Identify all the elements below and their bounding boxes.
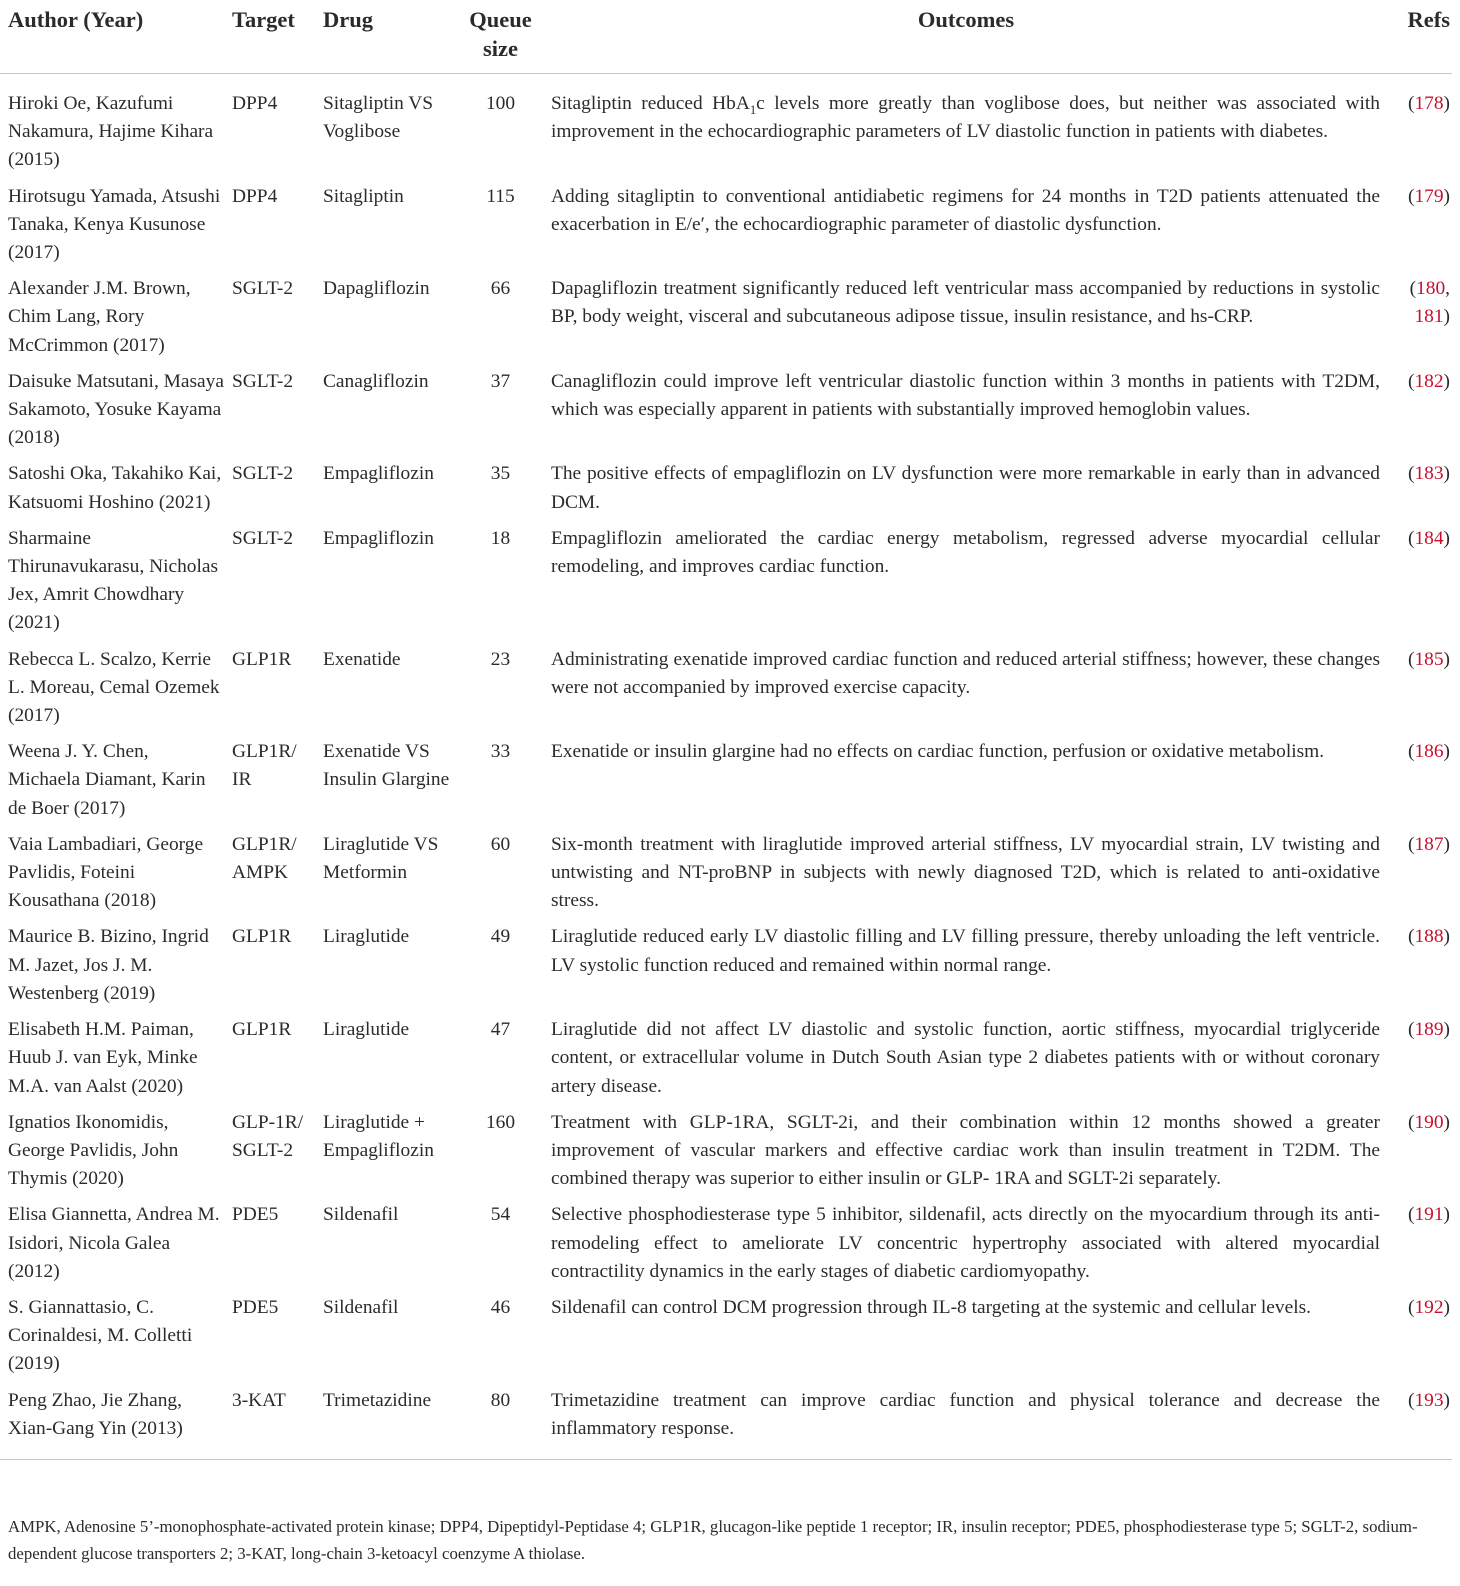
reference-link[interactable]: 192 (1414, 1296, 1444, 1318)
drug-cell: Liraglutide (323, 926, 410, 948)
ref-punct: ) (1443, 648, 1450, 670)
ref-punct: ( (1409, 278, 1417, 300)
refs-cell (1384, 831, 1452, 924)
header-queue-size (453, 0, 548, 74)
reference-link[interactable]: 191 (1414, 1204, 1444, 1226)
outcome-cell: Sildenafil can control DCM progression through IL-8 targeting at the systemic and cellular levels. (551, 1296, 1311, 1318)
queue-size-cell: 100 (485, 93, 516, 114)
ref-punct: ) (1443, 463, 1450, 485)
table-row (0, 275, 1452, 368)
refs-cell (1384, 183, 1452, 276)
drug-cell: Sitagliptin VS Voglibose (323, 93, 434, 143)
ref-punct: ( (1407, 833, 1415, 855)
reference-link[interactable]: 189 (1414, 1019, 1444, 1041)
table-row (0, 831, 1452, 924)
refs-cell (1384, 1201, 1452, 1294)
table-row (0, 1016, 1452, 1109)
target-cell: GLP1R (232, 1019, 292, 1041)
table-row (0, 460, 1452, 524)
outcome-cell: Exenatide or insulin glargine had no effects on cardiac function, perfusion or oxidative metabolism. (551, 741, 1325, 763)
author-cell: Peng Zhao, Jie Zhang, Xian-Gang Yin (2013) (8, 1389, 183, 1439)
header-refs: Refs (1384, 0, 1452, 74)
table-row (0, 74, 1452, 183)
queue-size-cell: 46 (490, 1296, 511, 1318)
ref-punct: ) (1443, 370, 1450, 392)
author-cell: Elisa Giannetta, Andrea M. Isidori, Nicola Galea (2012) (8, 1204, 220, 1282)
author-cell: Vaia Lambadiari, George Pavlidis, Foteini Kousathana (2018) (8, 833, 204, 912)
author-cell: Alexander J.M. Brown, Chim Lang, Rory McCrimmon (2017) (8, 278, 191, 356)
table-row (0, 923, 1452, 1016)
drug-cell: Exenatide VS Insulin Glargine (323, 741, 450, 791)
ref-punct: ( (1407, 370, 1415, 392)
drug-cell: Liraglutide (323, 1019, 410, 1041)
drug-cell: Empagliflozin (323, 527, 434, 549)
refs-cell (1384, 1109, 1452, 1202)
drug-cell: Empagliflozin (323, 463, 434, 485)
refs-cell (1384, 738, 1452, 831)
outcome-cell: Canagliflozin could improve left ventricular diastolic function within 3 months in patients with T2DM, which was especially apparent in patients with substantially improved hemoglobin values. (551, 370, 1380, 421)
author-cell: Sharmaine Thirunavukarasu, Nicholas Jex, Amrit Chowdhary (2021) (8, 527, 219, 634)
ref-punct: ( (1407, 93, 1415, 114)
queue-size-cell: 18 (490, 527, 511, 549)
drug-cell: Canagliflozin (323, 370, 429, 392)
outcome-cell: Six-month treatment with liraglutide improved arterial stiffness, LV myocardial strain, LV twisting and untwisting and NT-proBNP in subjects with newly diagnosed T2D, which is related to anti-oxidative stress. (551, 833, 1380, 912)
outcome-cell: Selective phosphodiesterase type 5 inhibitor, sildenafil, acts directly on the myocardium through its anti-remodeling effect to ameliorate LV concentric hypertrophy associated with altered myocardial contractility dynamics in the early stages of diabetic cardiomyopathy. (551, 1204, 1380, 1282)
ref-punct: ) (1443, 833, 1450, 855)
ref-punct: ( (1407, 527, 1415, 549)
ref-punct: ( (1407, 1019, 1415, 1041)
table-row (0, 368, 1452, 461)
table-row (0, 525, 1452, 646)
queue-size-cell: 115 (486, 185, 515, 207)
drug-cell: Liraglutide VS Metformin (323, 833, 439, 884)
ref-punct: ( (1407, 1111, 1415, 1133)
queue-size-cell: 47 (490, 1019, 511, 1041)
reference-link[interactable]: 180 (1416, 278, 1446, 300)
author-cell: Satoshi Oka, Takahiko Kai, Katsuomi Hoshino (2021) (8, 463, 222, 513)
header-target: Target (224, 0, 315, 74)
refs-cell (1384, 368, 1452, 461)
author-cell: Elisabeth H.M. Paiman, Huub J. van Eyk, Minke M.A. van Aalst (2020) (8, 1019, 198, 1097)
reference-link[interactable]: 187 (1414, 833, 1444, 855)
target-cell: PDE5 (232, 1204, 279, 1226)
outcome-cell: Treatment with GLP-1RA, SGLT-2i, and their combination within 12 months showed a greater improvement of vascular markers and effective cardiac work than insulin treatment in T2DM. The combined therapy was superior to either insulin or GLP- 1RA and SGLT-2i separately. (551, 1111, 1380, 1190)
ref-punct: ( (1407, 741, 1415, 763)
ref-punct: ) (1443, 185, 1450, 207)
target-cell: DPP4 (232, 93, 278, 114)
reference-link[interactable]: 188 (1414, 926, 1444, 948)
reference-link[interactable]: 181 (1414, 306, 1444, 328)
author-cell: Weena J. Y. Chen, Michaela Diamant, Karin de Boer (2017) (8, 741, 206, 819)
outcome-cell: Liraglutide reduced early LV diastolic filling and LV filling pressure, thereby unloading the left ventricle. LV systolic function reduced and remained within normal range. (551, 926, 1380, 976)
reference-link[interactable]: 179 (1414, 185, 1444, 207)
refs-cell (1384, 1016, 1452, 1109)
outcome-cell: Adding sitagliptin to conventional antidiabetic regimens for 24 months in T2D patients attenuated the exacerbation in E/e′, the echocardiographic parameter of diastolic dysfunction. (551, 185, 1380, 235)
target-cell: SGLT-2 (232, 463, 294, 485)
target-cell: DPP4 (232, 185, 278, 207)
outcome-text: Sitagliptin reduced HbA (551, 93, 750, 114)
drug-cell: Dapagliflozin (323, 278, 430, 300)
table-header (0, 0, 1452, 74)
ref-punct: , (1445, 278, 1450, 300)
ref-punct: ( (1407, 648, 1415, 670)
table-row (0, 1109, 1452, 1202)
outcome-cell: Liraglutide did not affect LV diastolic and systolic function, aortic stiffness, myocardial triglyceride content, or extracellular volume in Dutch South Asian type 2 diabetes patients with or without coronary artery disease. (551, 1019, 1380, 1097)
refs-cell (1384, 646, 1452, 739)
target-cell: 3-KAT (232, 1389, 286, 1411)
header-author: Author (Year) (0, 0, 224, 74)
table-row (0, 1294, 1452, 1387)
drug-cell: Sildenafil (323, 1204, 399, 1226)
ref-punct: ) (1443, 1204, 1450, 1226)
reference-link[interactable]: 183 (1414, 463, 1444, 485)
outcome-cell: Empagliflozin ameliorated the cardiac energy metabolism, regressed adverse myocardial cellular remodeling, and improves cardiac function. (551, 527, 1380, 578)
queue-size-cell: 33 (490, 741, 511, 763)
refs-cell (1384, 74, 1452, 183)
author-cell: Ignatios Ikonomidis, George Pavlidis, John Thymis (2020) (8, 1111, 179, 1190)
queue-size-cell: 37 (490, 370, 511, 392)
ref-punct: ) (1443, 926, 1450, 948)
author-cell: Daisuke Matsutani, Masaya Sakamoto, Yosuke Kayama (2018) (8, 370, 224, 449)
reference-link[interactable]: 190 (1414, 1111, 1444, 1133)
table-row (0, 1201, 1452, 1294)
queue-size-cell: 60 (490, 833, 511, 855)
reference-link[interactable]: 182 (1414, 370, 1444, 392)
author-cell: Hirotsugu Yamada, Atsushi Tanaka, Kenya Kusunose (2017) (8, 185, 221, 264)
outcome-cell: The positive effects of empagliflozin on LV dysfunction were more remarkable in early than in advanced DCM. (551, 463, 1380, 513)
ref-punct: ) (1443, 306, 1450, 328)
refs-cell (1384, 1294, 1452, 1387)
header-row (0, 0, 1452, 74)
refs-cell (1384, 923, 1452, 1016)
refs-cell (1384, 1387, 1452, 1460)
refs-cell (1384, 275, 1452, 368)
outcome-cell: Trimetazidine treatment can improve cardiac function and physical tolerance and decrease the inflammatory response. (551, 1389, 1380, 1439)
outcome-cell: Dapagliflozin treatment significantly reduced left ventricular mass accompanied by reductions in systolic BP, body weight, visceral and subcutaneous adipose tissue, insulin resistance, and hs-CRP. (551, 278, 1380, 328)
outcome-subscript: 1 (749, 102, 757, 117)
author-cell: S. Giannattasio, C. Corinaldesi, M. Colletti (2019) (8, 1296, 193, 1375)
ref-punct: ( (1407, 926, 1415, 948)
drug-cell: Liraglutide + Empagliflozin (323, 1111, 434, 1161)
ref-punct: ) (1443, 527, 1450, 549)
header-outcomes: Outcomes (548, 0, 1384, 74)
queue-size-cell: 23 (490, 648, 511, 670)
author-cell: Hiroki Oe, Kazufumi Nakamura, Hajime Kihara (2015) (8, 93, 214, 171)
drug-cell: Exenatide (323, 648, 401, 670)
target-cell: GLP-1R/ SGLT-2 (232, 1111, 304, 1161)
queue-size-cell: 80 (490, 1389, 511, 1411)
header-queue-line2: size (483, 36, 518, 61)
target-cell: GLP1R/ AMPK (232, 833, 297, 884)
drug-cell: Sildenafil (323, 1296, 399, 1318)
ref-punct: ) (1443, 93, 1450, 114)
queue-size-cell: 54 (490, 1204, 511, 1226)
table-row (0, 183, 1452, 276)
author-cell: Rebecca L. Scalzo, Kerrie L. Moreau, Cemal Ozemek (2017) (8, 648, 220, 727)
ref-punct: ( (1407, 463, 1415, 485)
author-cell: Maurice B. Bizino, Ingrid M. Jazet, Jos J. M. Westenberg (2019) (8, 926, 209, 1004)
queue-size-cell: 66 (490, 278, 511, 300)
refs-cell (1384, 525, 1452, 646)
reference-link[interactable]: 186 (1414, 741, 1444, 763)
ref-punct: ) (1443, 1389, 1450, 1411)
target-cell: GLP1R/ IR (232, 741, 297, 791)
outcome-text: c levels more greatly than voglibose does, but neither was associated with improvement in the echocardiographic parameters of LV diastolic function in patients with diabetes. (551, 93, 1380, 143)
ref-punct: ( (1407, 185, 1415, 207)
reference-link[interactable]: 178 (1414, 93, 1444, 114)
table-row (0, 646, 1452, 739)
table-bottom-rule (0, 1459, 1452, 1460)
table-row (0, 1387, 1452, 1460)
target-cell: SGLT-2 (232, 278, 294, 300)
ref-punct: ( (1407, 1389, 1415, 1411)
ref-punct: ) (1443, 741, 1450, 763)
drug-cell: Trimetazidine (323, 1389, 432, 1411)
target-cell: SGLT-2 (232, 370, 294, 392)
reference-link[interactable]: 185 (1414, 648, 1444, 670)
refs-cell (1384, 460, 1452, 524)
target-cell: PDE5 (232, 1296, 279, 1318)
outcome-cell: Administrating exenatide improved cardiac function and reduced arterial stiffness; however, these changes were not accompanied by improved exercise capacity. (551, 648, 1380, 698)
ref-punct: ) (1443, 1111, 1450, 1133)
ref-punct: ) (1443, 1019, 1450, 1041)
header-queue-line1: Queue (469, 7, 532, 32)
target-cell: GLP1R (232, 926, 292, 948)
queue-size-cell: 160 (485, 1111, 516, 1133)
target-cell: SGLT-2 (232, 527, 294, 549)
header-drug: Drug (315, 0, 453, 74)
outcome-cell (548, 74, 1384, 183)
reference-link[interactable]: 193 (1414, 1389, 1444, 1411)
ref-punct: ) (1443, 1296, 1450, 1318)
queue-size-cell: 49 (490, 926, 511, 948)
table-footnote: AMPK, Adenosine 5’-monophosphate-activated protein kinase; DPP4, Dipeptidyl-Peptidase 4; GLP1R, glucagon-like peptide 1 receptor; IR, insulin receptor; PDE5, phosphodiesterase type 5; SGLT-2, sodium-dependent glucose transporters 2; 3-KAT, long-chain 3-ketoacyl coenzyme A thiolase. (8, 1517, 1418, 1563)
target-cell: GLP1R (232, 648, 292, 670)
ref-punct: ( (1407, 1204, 1415, 1226)
drug-cell: Sitagliptin (323, 185, 404, 207)
queue-size-cell: 35 (490, 463, 511, 485)
ref-punct: ( (1407, 1296, 1415, 1318)
table-body (0, 74, 1452, 1460)
reference-link[interactable]: 184 (1414, 527, 1444, 549)
table-row (0, 738, 1452, 831)
